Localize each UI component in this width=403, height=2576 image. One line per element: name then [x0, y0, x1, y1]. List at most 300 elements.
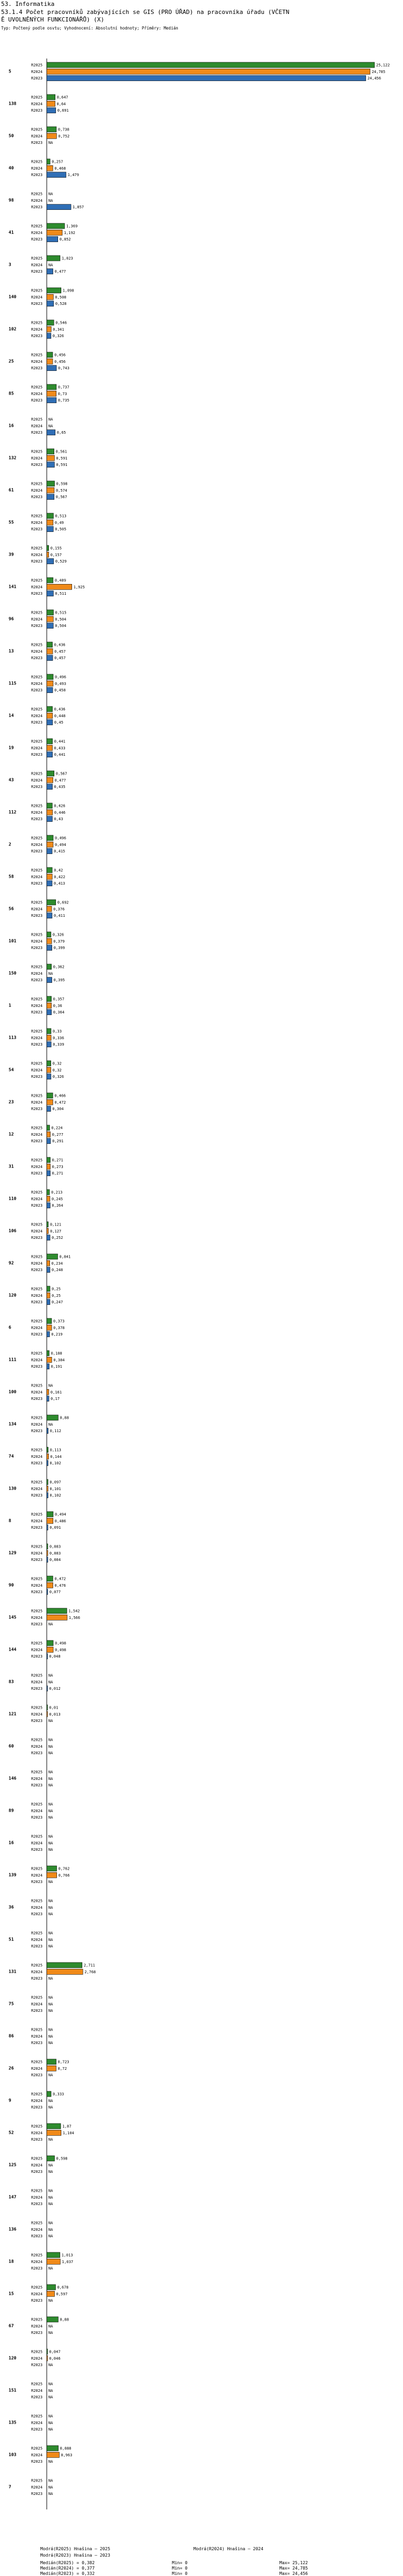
bar: [47, 1099, 53, 1105]
value-label: 0,561: [55, 449, 67, 454]
median-r2023: Medián(R2023) = 0,332: [40, 2571, 95, 2576]
bar: [47, 1267, 50, 1273]
group-label: 18: [9, 2259, 14, 2264]
group-label: 51: [9, 1937, 14, 1942]
group-label: 36: [9, 1904, 14, 1910]
bar: [47, 1010, 52, 1015]
value-label: 0,72: [57, 2066, 67, 2071]
chart-title: 53.1.4 Počet pracovníků zabývajících se GIS (PRO ÚŘAD) na pracovníka úřadu (VČETN: [1, 9, 290, 16]
series-label: R2025: [31, 1415, 43, 1420]
legend-entry-r2024: Modrá(R2024) Hnašina – 2024: [193, 2546, 264, 2551]
value-label: 0,546: [55, 320, 67, 325]
value-label: 0,413: [54, 881, 66, 886]
bar: [47, 642, 53, 647]
value-label: 0,333: [53, 2092, 64, 2097]
group-label: 25: [9, 359, 14, 364]
series-label: R2025: [31, 2414, 43, 2419]
value-label: 0,247: [51, 1300, 63, 1305]
series-label: R2023: [31, 1622, 43, 1627]
series-label: R2023: [31, 302, 43, 307]
group-label: 12: [9, 1132, 14, 1137]
bar: [47, 391, 56, 396]
value-label: 0,498: [55, 1641, 67, 1646]
series-label: R2025: [31, 2446, 43, 2451]
series-label: R2025: [31, 1963, 43, 1968]
value-label: 0,339: [53, 1042, 64, 1047]
series-label: R2023: [31, 2395, 43, 2400]
max-r2025: Max= 25,122: [279, 2560, 308, 2565]
series-label: R2024: [31, 2195, 43, 2200]
value-label: 0,852: [59, 237, 71, 242]
value-label: 0,598: [56, 481, 68, 486]
bar: [47, 1293, 50, 1298]
bar: [47, 1711, 48, 1717]
bar: [47, 2066, 56, 2071]
value-label: 0,378: [53, 1325, 65, 1330]
value-label: 0,441: [54, 739, 66, 744]
bar: [47, 1396, 49, 1402]
bar: [47, 1364, 49, 1369]
bar: [47, 62, 375, 68]
value-label: 0,723: [57, 2060, 69, 2064]
bar: [47, 1260, 50, 1266]
bar: [47, 1228, 48, 1234]
group-label: 1: [9, 1003, 11, 1008]
bar: [47, 1061, 51, 1066]
value-label: 0,271: [52, 1171, 63, 1176]
series-label: R2023: [31, 463, 43, 468]
group-label: 74: [9, 1454, 14, 1459]
min-r2025: Min= 0: [172, 2560, 188, 2565]
value-label: 0,012: [49, 1687, 61, 1691]
series-label: R2024: [31, 1358, 43, 1362]
value-label: 0,224: [51, 1126, 63, 1130]
group-label: 136: [9, 2227, 17, 2232]
series-label: R2025: [31, 2027, 43, 2032]
series-label: R2024: [31, 1422, 43, 1427]
bar: [47, 1164, 51, 1169]
series-label: R2023: [31, 624, 43, 629]
value-label: 0,013: [49, 1712, 61, 1717]
group-label: 120: [9, 1293, 17, 1298]
bar: [47, 1222, 48, 1227]
group-label: 129: [9, 1550, 17, 1556]
series-label: R2025: [31, 997, 43, 1002]
value-label: 0,341: [53, 327, 64, 332]
series-label: R2025: [31, 1319, 43, 1324]
value-label: 0,476: [54, 1583, 66, 1588]
series-label: R2024: [31, 649, 43, 654]
value-label: 0,477: [54, 269, 66, 274]
bar: [47, 913, 52, 918]
series-label: R2025: [31, 1673, 43, 1678]
series-label: R2023: [31, 2105, 43, 2110]
series-label: R2024: [31, 2227, 43, 2232]
bar: [47, 1962, 82, 1968]
series-label: R2023: [31, 1848, 43, 1852]
bar: [47, 108, 56, 113]
value-label: NA: [48, 1770, 53, 1775]
series-label: R2024: [31, 1229, 43, 1234]
bar: [47, 2446, 59, 2451]
series-label: R2024: [31, 1261, 43, 1266]
series-label: R2025: [31, 2124, 43, 2129]
series-label: R2025: [31, 159, 43, 164]
value-label: 0,486: [54, 1519, 66, 1523]
bar: [47, 681, 53, 686]
group-label: 75: [9, 2001, 14, 2006]
value-label: 0,291: [52, 1139, 64, 1144]
value-label: 1,369: [66, 224, 78, 229]
value-label: NA: [48, 1912, 53, 1917]
series-label: R2023: [31, 978, 43, 983]
value-label: NA: [48, 1848, 53, 1852]
bar: [47, 1550, 48, 1556]
group-label: 50: [9, 133, 14, 138]
series-label: R2023: [31, 1268, 43, 1273]
min-r2023: Min= 0: [172, 2571, 188, 2576]
value-label: 0,273: [52, 1164, 63, 1169]
series-label: R2023: [31, 1236, 43, 1240]
series-label: R2023: [31, 205, 43, 210]
bar: [47, 2317, 58, 2322]
series-label: R2025: [31, 2221, 43, 2225]
series-label: R2024: [31, 2130, 43, 2135]
bar: [47, 2285, 55, 2290]
group-label: 103: [9, 2452, 17, 2457]
bar: [47, 76, 366, 81]
series-label: R2023: [31, 1558, 43, 1563]
group-label: 140: [9, 294, 17, 300]
series-label: R2025: [31, 932, 43, 937]
series-label: R2024: [31, 262, 43, 267]
bar: [47, 2355, 48, 2361]
bar: [47, 623, 53, 629]
series-label: R2024: [31, 1647, 43, 1652]
value-label: 0,161: [50, 1390, 62, 1395]
group-label: 134: [9, 1421, 17, 1427]
value-label: NA: [48, 2227, 53, 2232]
value-label: 25,122: [376, 63, 390, 68]
bar: [47, 205, 71, 210]
value-label: 0,32: [52, 1061, 62, 1066]
bar: [47, 616, 53, 622]
value-label: NA: [48, 1738, 53, 1742]
value-label: 0,112: [49, 1429, 61, 1434]
series-label: R2024: [31, 2002, 43, 2006]
series-label: R2023: [31, 1880, 43, 1885]
value-label: 1,479: [67, 173, 79, 178]
series-label: R2025: [31, 1126, 43, 1130]
bar: [47, 1872, 57, 1878]
series-label: R2023: [31, 1461, 43, 1466]
series-label: R2025: [31, 1383, 43, 1388]
value-label: 2,711: [83, 1963, 95, 1968]
bar: [47, 384, 56, 390]
series-label: R2024: [31, 198, 43, 203]
series-label: R2023: [31, 1912, 43, 1917]
value-label: 0,36: [53, 1003, 62, 1008]
series-label: R2023: [31, 1364, 43, 1369]
series-label: R2025: [31, 1190, 43, 1195]
value-label: 0,528: [55, 302, 67, 307]
bar: [47, 1608, 67, 1614]
value-label: 0,399: [53, 946, 65, 951]
value-label: NA: [48, 1422, 53, 1427]
bar: [47, 1686, 48, 1691]
series-label: R2024: [31, 810, 43, 815]
bar: [47, 1351, 49, 1356]
value-label: 0,489: [54, 578, 66, 583]
value-label: 0,426: [54, 804, 66, 808]
series-label: R2023: [31, 2363, 43, 2368]
value-label: 0,157: [50, 552, 62, 557]
series-label: R2024: [31, 2420, 43, 2425]
series-label: R2023: [31, 1751, 43, 1756]
series-label: R2025: [31, 320, 43, 325]
bar: [47, 1525, 48, 1530]
series-label: R2025: [31, 1641, 43, 1646]
series-label: R2025: [31, 2382, 43, 2387]
value-label: 0,252: [52, 1236, 63, 1240]
series-label: R2024: [31, 2259, 43, 2264]
series-label: R2023: [31, 1010, 43, 1015]
series-label: R2025: [31, 288, 43, 293]
value-label: 0,504: [55, 617, 67, 622]
value-label: 0,191: [51, 1364, 62, 1369]
bar: [47, 333, 51, 339]
series-label: R2025: [31, 95, 43, 100]
bar: [47, 610, 54, 615]
group-label: 96: [9, 616, 14, 622]
value-label: NA: [48, 2170, 53, 2174]
bar: [47, 1254, 57, 1259]
series-label: R2024: [31, 1132, 43, 1137]
series-label: R2024: [31, 488, 43, 493]
value-label: 0,219: [51, 1332, 63, 1337]
series-label: R2024: [31, 1519, 43, 1523]
value-label: 0,091: [49, 1526, 61, 1530]
series-label: R2024: [31, 1744, 43, 1749]
group-label: 54: [9, 1067, 14, 1072]
bar: [47, 230, 62, 235]
value-label: NA: [48, 971, 53, 976]
series-label: R2024: [31, 2388, 43, 2393]
bar: [47, 237, 58, 242]
legend-entry-r2023: Modrá(R2023) Hnašina – 2023: [40, 2553, 111, 2558]
value-label: NA: [48, 1815, 53, 1820]
bar: [47, 1640, 53, 1646]
bar: [47, 2452, 59, 2457]
group-label: 120: [9, 2355, 17, 2361]
series-label: R2023: [31, 2137, 43, 2142]
value-label: 0,49: [54, 520, 64, 525]
group-label: 110: [9, 1196, 17, 1201]
bar: [47, 352, 53, 357]
legend-entry-r2025: Modrá(R2025) Hnašina – 2025: [40, 2546, 111, 2551]
value-label: 0,678: [57, 2285, 69, 2290]
series-label: R2025: [31, 1254, 43, 1259]
bar: [47, 1479, 48, 1485]
series-label: R2024: [31, 1325, 43, 1330]
value-label: 0,598: [56, 2156, 68, 2161]
group-label: 147: [9, 2194, 17, 2200]
series-label: R2024: [31, 327, 43, 332]
value-label: NA: [48, 1751, 53, 1756]
value-label: 0,257: [52, 159, 63, 164]
group-label: 26: [9, 2066, 14, 2071]
bar: [47, 816, 52, 822]
bar: [47, 1544, 48, 1549]
group-label: 144: [9, 1647, 17, 1652]
value-label: 0,25: [52, 1293, 61, 1298]
group-label: 86: [9, 2033, 14, 2039]
series-label: R2023: [31, 2492, 43, 2497]
group-label: 3: [9, 262, 11, 267]
series-label: R2024: [31, 424, 43, 428]
series-label: R2023: [31, 1171, 43, 1176]
value-label: 0,42: [54, 868, 63, 873]
series-label: R2023: [31, 1976, 43, 1981]
value-label: 0,436: [54, 707, 66, 712]
value-label: NA: [48, 1673, 53, 1678]
bar: [47, 1325, 52, 1330]
series-label: R2025: [31, 2156, 43, 2161]
chart-subtitle: Typ: Počtený podle osvtu; Vyhodnocení: Absolutní hodnoty; Příměry: Medián: [1, 26, 178, 31]
bar: [47, 1461, 48, 1466]
series-label: R2024: [31, 359, 43, 364]
series-label: R2023: [31, 1590, 43, 1595]
value-label: 0,395: [53, 978, 65, 983]
series-label: R2023: [31, 1075, 43, 1079]
group-label: 89: [9, 1808, 14, 1813]
bar: [47, 481, 55, 486]
group-label: 61: [9, 487, 14, 493]
value-label: NA: [48, 2073, 53, 2078]
value-label: 0,248: [52, 1268, 63, 1273]
series-label: R2024: [31, 456, 43, 461]
bar: [47, 1067, 51, 1072]
series-label: R2025: [31, 546, 43, 551]
value-label: 0,101: [49, 1486, 61, 1491]
group-label: 146: [9, 1776, 17, 1781]
value-label: 0,494: [54, 842, 67, 847]
bar: [47, 1235, 50, 1240]
bar: [47, 1042, 51, 1047]
group-label: 39: [9, 552, 14, 557]
series-label: R2025: [31, 610, 43, 615]
series-label: R2023: [31, 720, 43, 725]
series-label: R2023: [31, 2041, 43, 2046]
value-label: 0,496: [55, 836, 67, 841]
median-r2024: Medián(R2024) = 0,377: [40, 2566, 95, 2571]
group-label: 92: [9, 1260, 14, 1266]
series-label: R2025: [31, 804, 43, 808]
value-label: NA: [48, 262, 53, 267]
series-label: R2023: [31, 1687, 43, 1691]
value-label: 0,504: [55, 624, 67, 629]
value-label: 0,121: [49, 1222, 62, 1227]
bar: [47, 784, 53, 790]
bar: [47, 1576, 53, 1581]
group-label: 151: [9, 2388, 17, 2393]
series-label: R2025: [31, 965, 43, 969]
group-label: 102: [9, 326, 17, 332]
bar: [47, 2059, 56, 2064]
series-label: R2025: [31, 1029, 43, 1034]
bar: [47, 527, 53, 532]
series-label: R2023: [31, 1944, 43, 1949]
series-label: R2025: [31, 578, 43, 583]
bar: [47, 366, 56, 371]
series-label: R2025: [31, 449, 43, 454]
series-label: R2023: [31, 2266, 43, 2271]
value-label: 0,083: [49, 1544, 61, 1549]
value-label: NA: [48, 1622, 53, 1627]
group-label: 16: [9, 423, 14, 428]
series-label: R2025: [31, 868, 43, 873]
bar: [47, 1132, 51, 1137]
series-label: R2023: [31, 2427, 43, 2432]
value-label: 0,155: [50, 546, 62, 551]
series-label: R2025: [31, 1995, 43, 2000]
bar: [47, 172, 66, 178]
bar: [47, 1035, 51, 1040]
bar: [47, 1125, 49, 1130]
bar: [47, 2259, 60, 2264]
value-label: 0,411: [53, 914, 66, 918]
series-label: R2025: [31, 1480, 43, 1485]
bar: [47, 713, 53, 718]
group-label: 9: [9, 2098, 11, 2103]
series-label: R2023: [31, 237, 43, 242]
bar: [47, 1615, 67, 1620]
bar: [47, 842, 53, 847]
value-label: 0,33: [53, 1029, 62, 1034]
series-label: R2024: [31, 101, 43, 106]
bar: [47, 874, 52, 879]
series-label: R2024: [31, 907, 43, 911]
series-label: R2024: [31, 2066, 43, 2071]
value-label: 1,925: [73, 585, 85, 589]
bar: [47, 449, 54, 454]
series-label: R2023: [31, 1783, 43, 1788]
value-label: 0,127: [50, 1229, 62, 1234]
bar: [47, 655, 53, 661]
series-label: R2023: [31, 753, 43, 757]
value-label: NA: [48, 1808, 53, 1813]
bar: [47, 545, 49, 551]
series-label: R2023: [31, 2298, 43, 2303]
series-label: R2023: [31, 1526, 43, 1530]
bar: [47, 127, 56, 132]
value-label: 0,441: [54, 753, 66, 757]
series-label: R2024: [31, 2034, 43, 2039]
bar: [47, 1300, 50, 1305]
value-label: 0,448: [54, 713, 66, 718]
value-label: 0,456: [54, 353, 66, 357]
group-label: 141: [9, 584, 17, 589]
bar: [47, 1106, 51, 1112]
value-label: NA: [48, 2363, 53, 2368]
bar: [47, 996, 52, 1002]
series-label: R2024: [31, 134, 43, 138]
value-label: 0,752: [58, 134, 70, 138]
series-label: R2024: [31, 713, 43, 718]
series-label: R2024: [31, 1712, 43, 1717]
series-label: R2024: [31, 842, 43, 847]
series-label: R2024: [31, 1486, 43, 1491]
